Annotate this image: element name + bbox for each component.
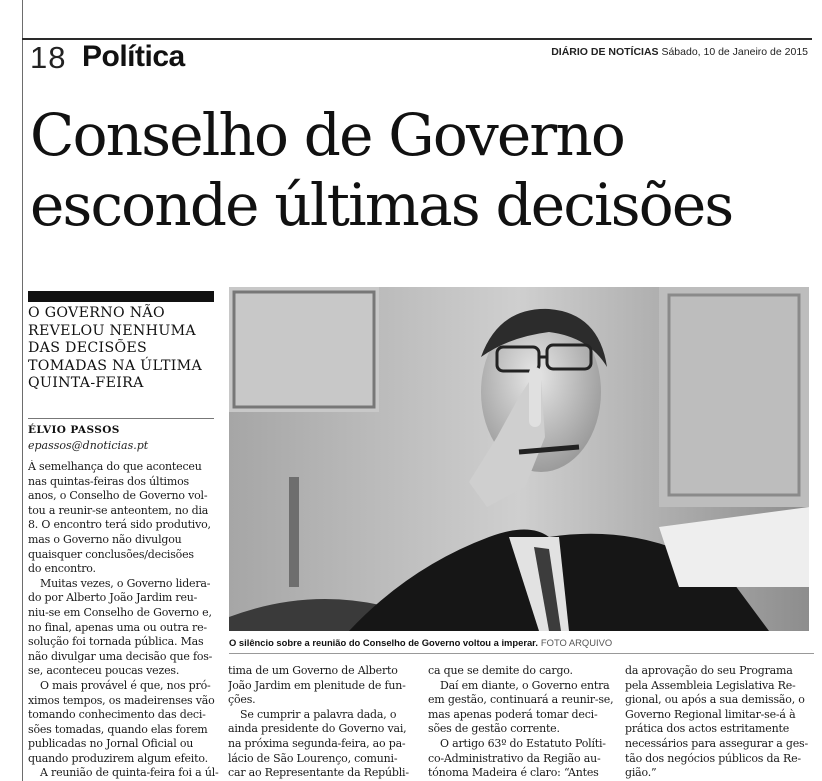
- body-line: tão dos negócios públicos da Re-: [625, 751, 801, 765]
- body-line: mas o Governo não divulgou: [28, 532, 182, 546]
- page-number: 18: [30, 40, 67, 75]
- body-line: Muitas vezes, o Governo lidera-: [40, 576, 211, 590]
- body-line: do por Alberto João Jardim reu-: [28, 591, 198, 605]
- body-line: tima de um Governo de Alberto: [228, 664, 398, 677]
- body-line: na próxima segunda-feira, ao pa-: [228, 736, 406, 750]
- publication-name: DIÁRIO DE NOTÍCIAS: [551, 46, 659, 58]
- body-line: A reunião de quinta-feira foi a úl-: [40, 766, 219, 780]
- column-rule: [22, 0, 23, 781]
- body-column-4: [625, 664, 815, 781]
- news-photo: [229, 287, 809, 631]
- body-line: ximos tempos, os madeirenses vão: [28, 693, 215, 707]
- body-line: mas apenas poderá tomar deci-: [428, 707, 598, 721]
- body-column-1: [28, 460, 221, 781]
- photo-caption: [229, 637, 819, 648]
- body-line: car ao Representante da Repúbli-: [228, 766, 409, 780]
- headline-line-1: Conselho de Governo: [30, 101, 625, 169]
- author-email: epassos@dnoticias.pt: [28, 439, 149, 452]
- body-line: gional, ou após a sua demissão, o: [625, 693, 805, 707]
- body-column-2: [228, 664, 424, 781]
- body-line: do encontro.: [28, 562, 96, 576]
- lead-line: REVELOU NENHUMA: [28, 322, 196, 339]
- caption-rule: [229, 653, 814, 654]
- photo-credit: FOTO ARQUIVO: [540, 637, 613, 648]
- body-line: Governo Regional limitar-se-á à: [625, 707, 796, 721]
- body-column-3: [428, 664, 618, 781]
- body-line: João Jardim em plenitude de fun-: [228, 678, 406, 692]
- body-line: O mais provável é que, nos pró-: [40, 678, 211, 692]
- body-line: quando produzirem algum efeito.: [28, 751, 208, 765]
- body-line: lácio de São Lourenço, comuni-: [228, 751, 398, 765]
- body-line: O artigo 63º do Estatuto Políti-: [440, 736, 606, 750]
- body-line: Daí em diante, o Governo entra: [440, 678, 610, 692]
- body-line: ca que se demite do cargo.: [428, 664, 573, 677]
- body-line: não divulgar uma decisão que fos-: [28, 649, 213, 663]
- lead-line: DAS DECISÕES: [28, 340, 148, 357]
- body-line: ainda presidente do Governo vai,: [228, 722, 407, 736]
- body-line: sões de gestão corrente.: [428, 722, 560, 736]
- section-title: Política: [82, 40, 185, 73]
- body-line: ções.: [228, 693, 256, 707]
- masthead: [551, 46, 808, 58]
- headline: [30, 100, 732, 240]
- body-line: À semelhança do que aconteceu: [28, 460, 202, 473]
- body-line: solução foi tornada pública. Mas: [28, 635, 204, 649]
- body-line: gião.”: [625, 766, 657, 780]
- body-line: Se cumprir a palavra dada, o: [240, 707, 397, 721]
- photo-image: [229, 287, 809, 631]
- body-line: sões tomadas, quando elas forem: [28, 722, 208, 736]
- author-name: ÉLVIO PASSOS: [28, 424, 120, 436]
- lead-text: [28, 305, 218, 393]
- body-line: niu-se em Conselho de Governo e,: [28, 605, 212, 619]
- body-line: co-Administrativo da Região au-: [428, 751, 601, 765]
- body-line: no final, apenas uma ou outra re-: [28, 620, 207, 634]
- lead-line: TOMADAS NA ÚLTIMA: [28, 357, 203, 374]
- lead-line: QUINTA-FEIRA: [28, 375, 144, 392]
- body-line: nas quintas-feiras dos últimos: [28, 474, 189, 488]
- issue-date: Sábado, 10 de Janeiro de 2015: [661, 46, 808, 58]
- body-line: tou a reunir-se anteontem, no dia: [28, 503, 209, 517]
- body-line: tónoma Madeira é claro: “Antes: [428, 766, 599, 780]
- body-line: em gestão, continuará a reunir-se,: [428, 693, 614, 707]
- body-line: se, aconteceu poucas vezes.: [28, 664, 180, 678]
- body-line: pela Assembleia Legislativa Re-: [625, 678, 796, 692]
- body-line: da aprovação do seu Programa: [625, 664, 793, 677]
- caption-text: O silêncio sobre a reunião do Conselho de Governo voltou a imperar.: [229, 637, 538, 648]
- body-line: prática dos actos estritamente: [625, 722, 790, 736]
- lead-bar: [28, 291, 214, 302]
- headline-line-2: esconde últimas decisões: [30, 171, 733, 239]
- byline-rule: [28, 418, 214, 419]
- body-line: 8. O encontro terá sido produtivo,: [28, 518, 211, 532]
- body-line: necessários para assegurar a ges-: [625, 736, 808, 750]
- lead-line: O GOVERNO NÃO: [28, 305, 165, 321]
- body-line: publicadas no Jornal Oficial ou: [28, 737, 194, 751]
- body-line: anos, o Conselho de Governo vol-: [28, 489, 208, 503]
- body-line: tomando conhecimento das deci-: [28, 708, 206, 722]
- body-line: quaisquer conclusões/decisões: [28, 547, 194, 561]
